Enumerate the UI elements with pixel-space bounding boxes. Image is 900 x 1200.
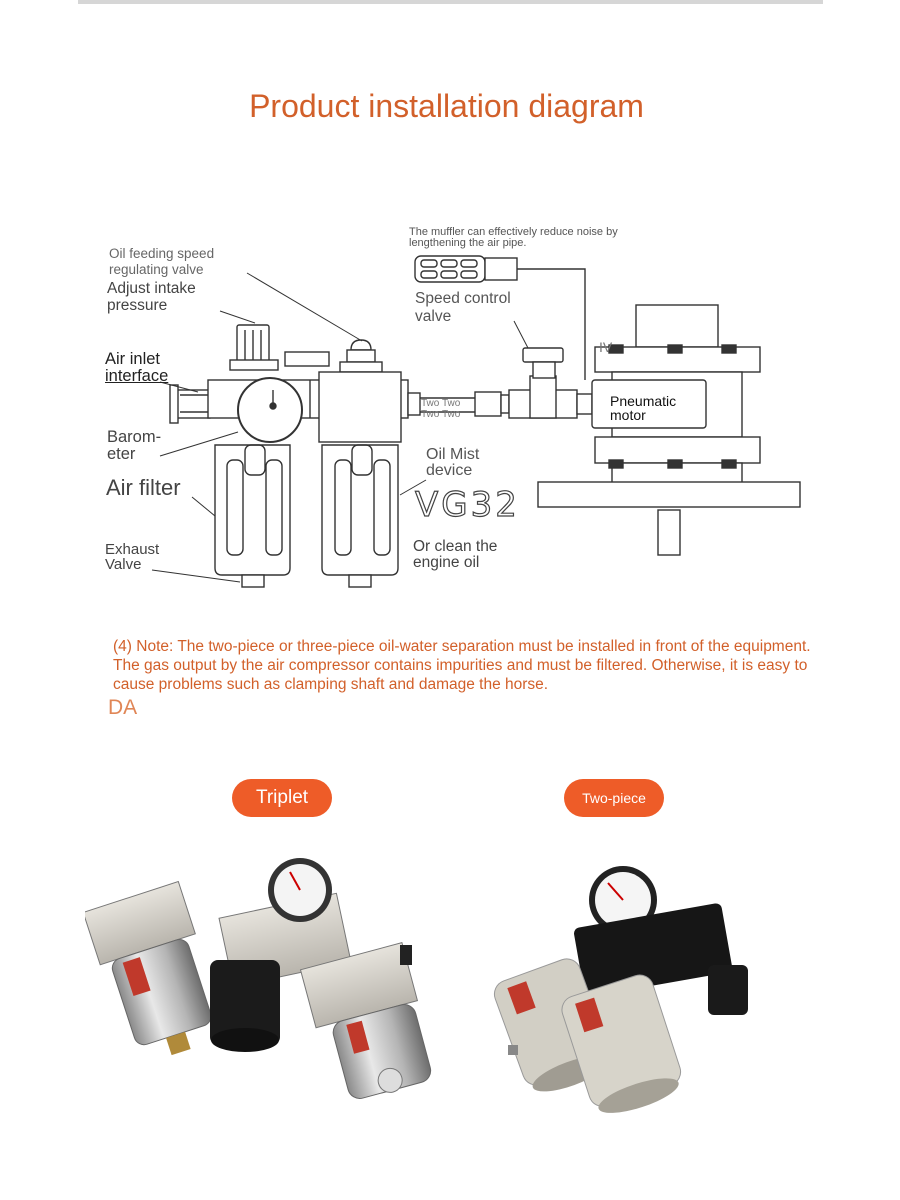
triplet-badge: Triplet bbox=[232, 779, 332, 817]
label-oil-mist: Oil Mist device bbox=[426, 446, 480, 479]
two-piece-product-image bbox=[478, 855, 778, 1135]
two-piece-badge: Two-piece bbox=[564, 779, 664, 817]
label-adjust-pressure: Adjust intake pressure bbox=[107, 280, 196, 314]
speed-control-valve bbox=[509, 348, 592, 418]
label-vg32: VG32 bbox=[415, 485, 520, 525]
note-extra: DA bbox=[108, 696, 138, 719]
label-pneumatic-motor: Pneumatic motor bbox=[610, 393, 677, 423]
label-clean-oil: Or clean the engine oil bbox=[413, 538, 498, 571]
top-divider bbox=[78, 0, 823, 4]
label-air-filter: Air filter bbox=[106, 475, 181, 500]
label-two-two: Two Two Two Two bbox=[421, 398, 461, 420]
regulator-knob bbox=[230, 325, 278, 370]
filter-bowl bbox=[215, 445, 290, 587]
label-barometer: Barom- eter bbox=[107, 428, 162, 463]
label-iv: IV bbox=[599, 339, 613, 355]
air-inlet-connector bbox=[170, 385, 210, 423]
label-muffler: The muffler can effectively reduce noise by lengthening the air pipe. bbox=[409, 226, 618, 249]
oil-valve-top bbox=[340, 340, 382, 372]
lubricator-bowl bbox=[322, 445, 398, 587]
label-air-inlet: Air inlet interface bbox=[105, 350, 169, 385]
page-title: Product installation diagram bbox=[249, 88, 644, 124]
barometer-gauge bbox=[238, 378, 302, 442]
label-exhaust-valve: Exhaust Valve bbox=[105, 541, 160, 573]
label-speed-control: Speed control valve bbox=[415, 290, 511, 325]
pneumatic-motor bbox=[538, 305, 800, 555]
label-oil-speed: Oil feeding speed regulating valve bbox=[109, 246, 215, 277]
triplet-product-image bbox=[85, 850, 445, 1130]
installation-note: (4) Note: The two-piece or three-piece oil-water separation must be installed in front of the equipment. The gas output by the air compressor contains impurities and must be filtered. Otherwise, it is easy to cause problems such as clamping shaft and damage the horse. bbox=[113, 638, 811, 693]
